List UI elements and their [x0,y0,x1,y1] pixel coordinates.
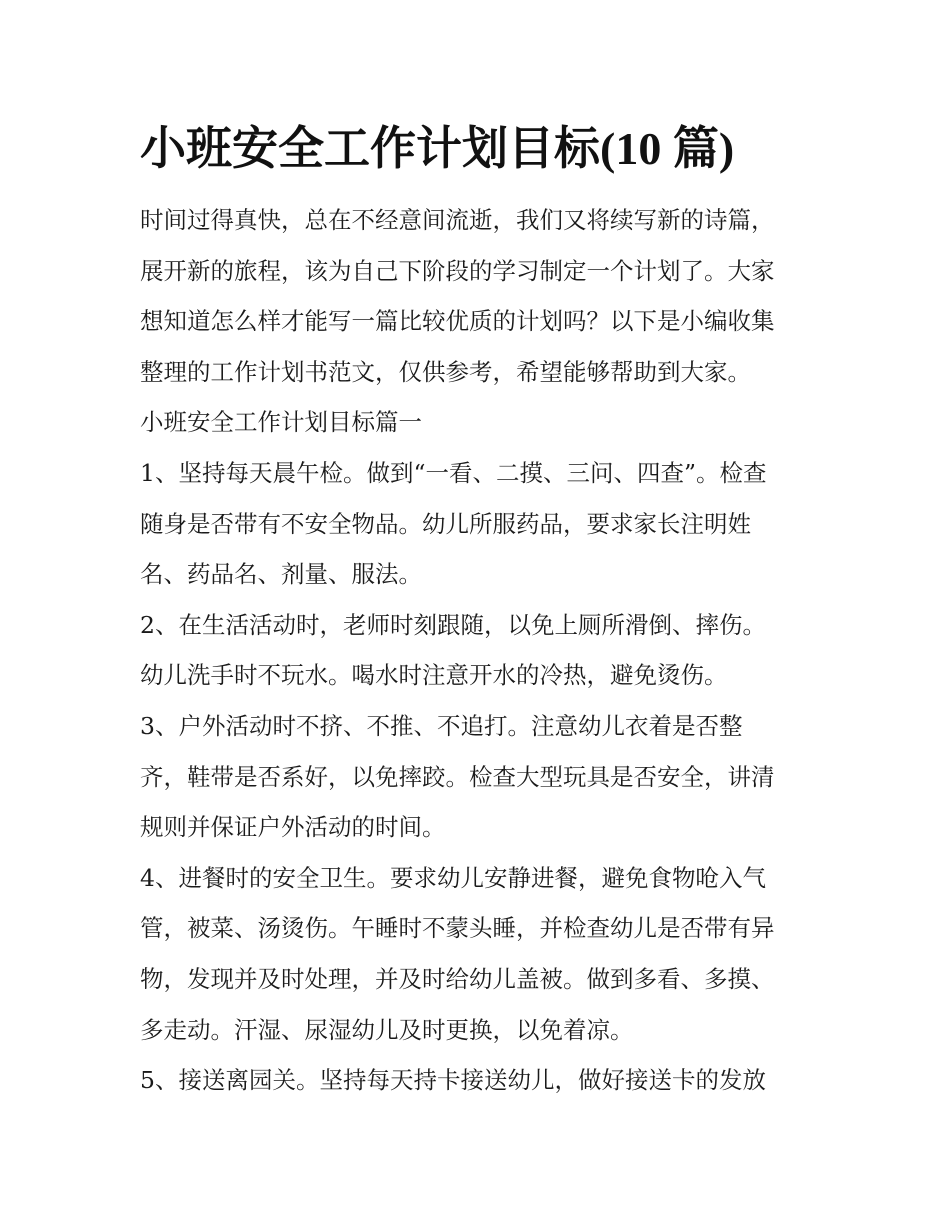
text-line: 4、进餐时的安全卫生。要求幼儿安静进餐，避免食物呛入气 [140,863,766,892]
text-line: 名、药品名、剂量、服法。 [140,560,422,589]
text-line: 整理的工作计划书范文，仅供参考，希望能够帮助到大家。 [140,357,751,386]
text-line: 齐，鞋带是否系好，以免摔跤。检查大型玩具是否安全，讲清 [140,762,775,791]
list-item-1 [140,448,820,600]
text-line: 时间过得真快，总在不经意间流逝，我们又将续写新的诗篇， [140,206,775,234]
text-line: 展开新的旅程，该为自己下阶段的学习制定一个计划了。大家 [140,256,775,285]
text-line: 物，发现并及时处理，并及时给幼儿盖被。做到多看、多摸、 [140,964,775,993]
text-line: 规则并保证户外活动的时间。 [140,813,446,842]
document-title-count: (10 篇) [600,123,735,174]
section-heading [140,397,820,448]
text-line: 随身是否带有不安全物品。幼儿所服药品，要求家长注明姓 [140,509,751,538]
list-item-4 [140,853,820,1055]
text-line: 1、坚持每天晨午检。做到“一看、二摸、三问、四查”。检查 [140,458,767,487]
text-line: 3、户外活动时不挤、不推、不追打。注意幼儿衣着是否整 [140,711,743,740]
text-line: 2、在生活活动时，老师时刻跟随，以免上厕所滑倒、摔伤。 [140,610,766,639]
text-line: 管，被菜、汤烫伤。午睡时不蒙头睡，并检查幼儿是否带有异 [140,914,775,943]
list-item-5 [140,1055,820,1106]
section-heading-text: 小班安全工作计划目标篇一 [140,408,422,437]
text-line: 多走动。汗湿、尿湿幼儿及时更换，以免着凉。 [140,1015,634,1044]
list-item-3 [140,701,820,853]
text-line: 想知道怎么样才能写一篇比较优质的计划吗？以下是小编收集 [140,307,775,336]
text-line: 幼儿洗手时不玩水。喝水时注意开水的冷热，避免烫伤。 [140,661,728,690]
list-item-2 [140,600,820,701]
document-title-text: 小班安全工作计划目标 [140,121,600,175]
intro-paragraph [140,195,820,397]
text-line: 5、接送离园关。坚持每天持卡接送幼儿，做好接送卡的发放 [140,1066,766,1095]
document-title [140,112,820,185]
document-body [140,195,820,1106]
